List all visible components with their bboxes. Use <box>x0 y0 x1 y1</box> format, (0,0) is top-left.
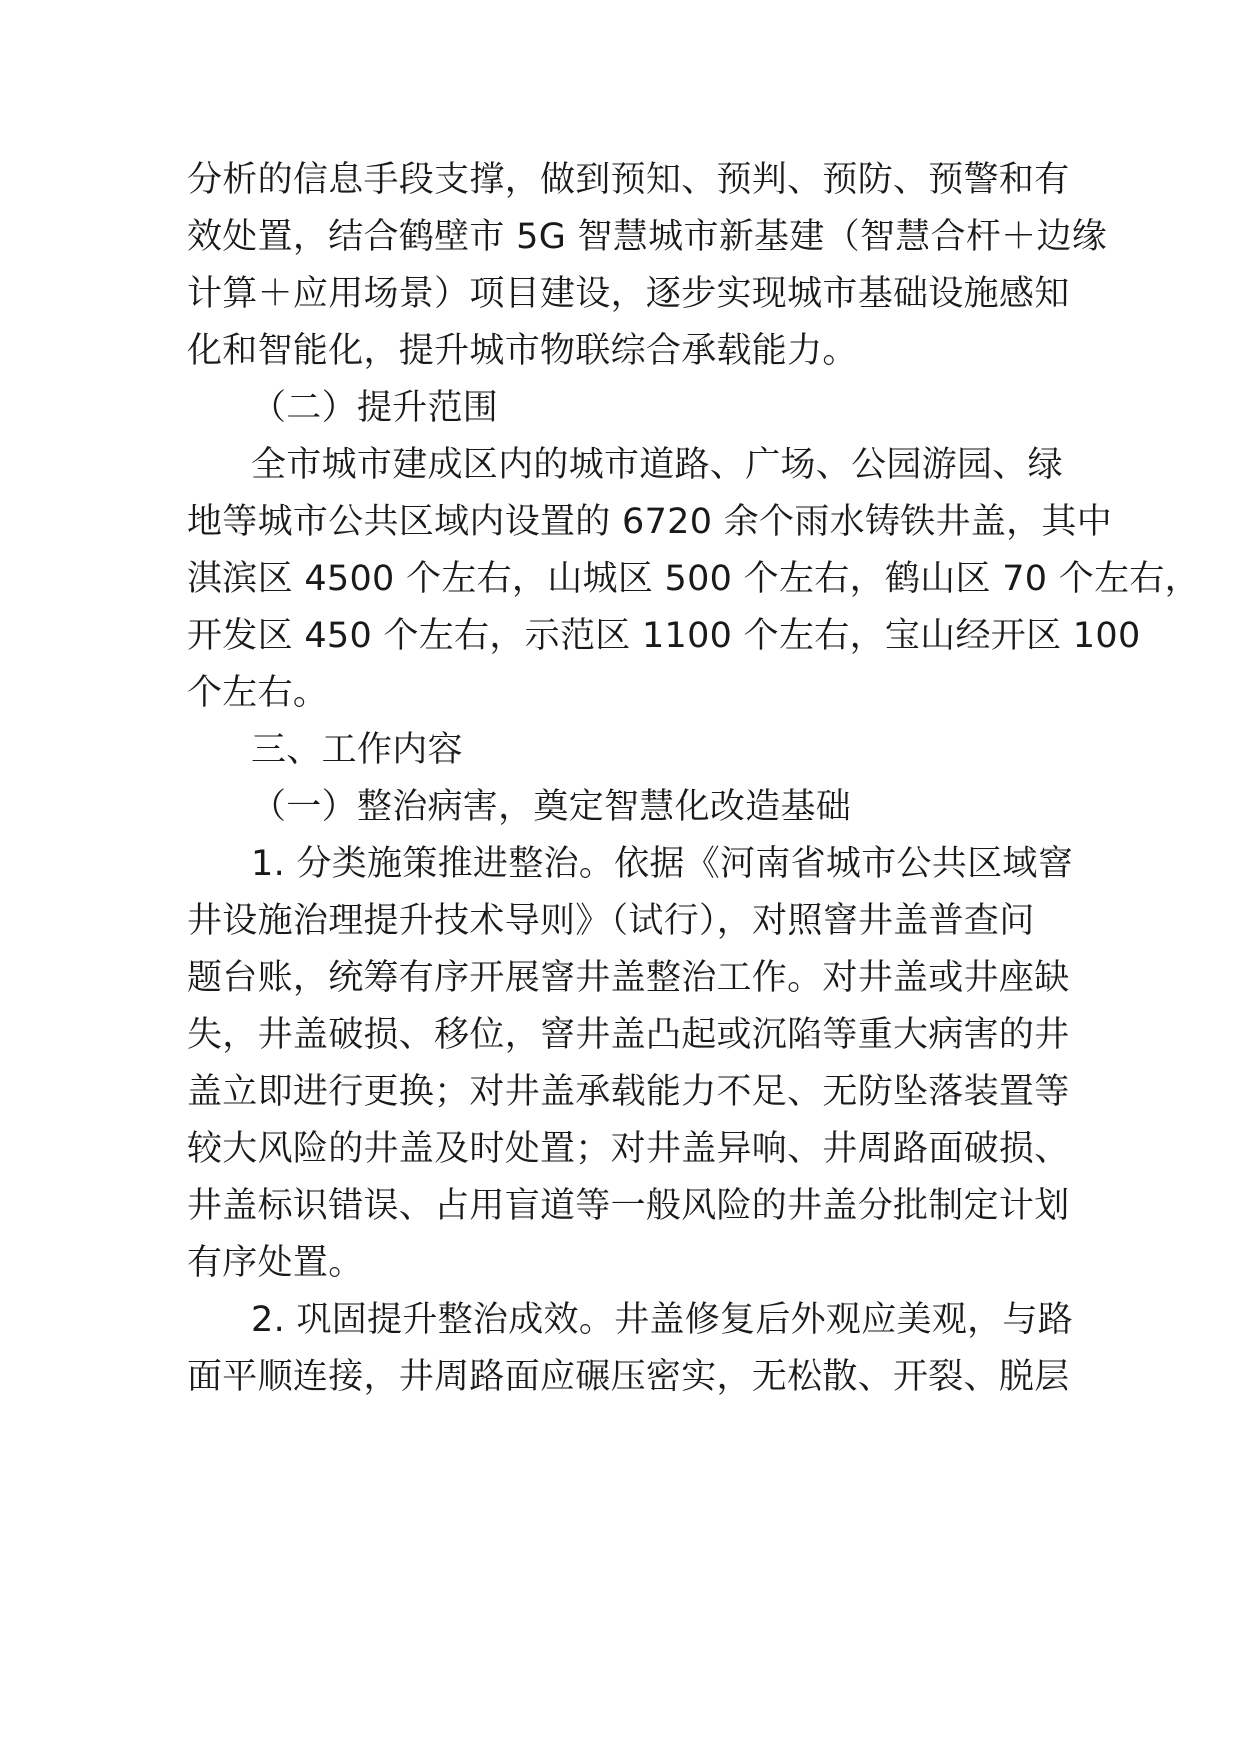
body-text-line: 开发区 450 个左右，示范区 1100 个左右，宝山经开区 100 <box>187 616 1141 656</box>
body-text-line: 地等城市公共区域内设置的 6720 余个雨水铸铁井盖，其中 <box>187 502 1113 542</box>
section-heading: （一）整治病害，奠定智慧化改造基础 <box>251 787 852 827</box>
body-text-line: 2. 巩固提升整治成效。井盖修复后外观应美观，与路 <box>251 1300 1074 1340</box>
body-text-line: 题台账，统筹有序开展窨井盖整治工作。对井盖或井座缺 <box>187 958 1070 998</box>
body-text-line: 失，井盖破损、移位，窨井盖凸起或沉陷等重大病害的井 <box>187 1015 1070 1055</box>
body-text-line: 计算＋应用场景）项目建设，逐步实现城市基础设施感知 <box>187 274 1070 314</box>
body-text-line: 较大风险的井盖及时处置；对井盖异响、井周路面破损、 <box>187 1129 1070 1169</box>
body-text-line: 面平顺连接，井周路面应碾压密实，无松散、开裂、脱层 <box>187 1357 1070 1397</box>
section-heading: （二）提升范围 <box>251 388 499 428</box>
body-text-line: 井设施治理提升技术导则》（试行），对照窨井盖普查问 <box>187 901 1035 941</box>
body-text-line: 全市城市建成区内的城市道路、广场、公园游园、绿 <box>251 445 1063 485</box>
body-text-line: 有序处置。 <box>187 1243 364 1283</box>
body-text-line: 1. 分类施策推进整治。依据《河南省城市公共区域窨 <box>251 844 1074 884</box>
body-text-line: 井盖标识错误、占用盲道等一般风险的井盖分批制定计划 <box>187 1186 1070 1226</box>
body-text-line: 效处置，结合鹤壁市 5G 智慧城市新基建（智慧合杆＋边缘 <box>187 217 1108 257</box>
body-text-line: 盖立即进行更换；对井盖承载能力不足、无防坠落装置等 <box>187 1072 1070 1112</box>
body-text-line: 分析的信息手段支撑，做到预知、预判、预防、预警和有 <box>187 160 1070 200</box>
body-text-line: 化和智能化，提升城市物联综合承载能力。 <box>187 331 858 371</box>
body-text-line: 淇滨区 4500 个左右，山城区 500 个左右，鹤山区 70 个左右， <box>187 559 1200 599</box>
body-text-line: 个左右。 <box>187 673 329 713</box>
chapter-heading: 三、工作内容 <box>251 730 463 770</box>
